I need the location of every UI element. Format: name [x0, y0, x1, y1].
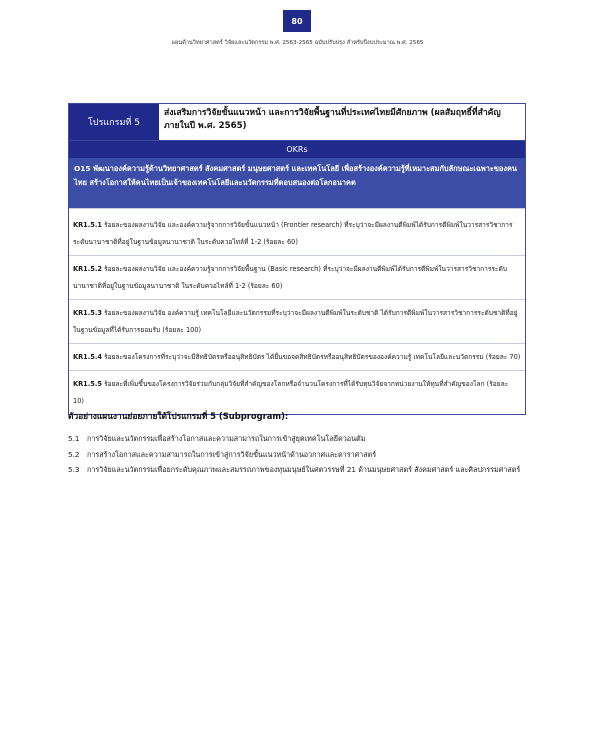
subprogram-text: การสร้างโอกาสและความสามารถในการเข้าสู่การวิจัยขั้นแนวหน้าด้านอวกาศและดาราศาสตร์: [87, 449, 377, 459]
subprogram-number: 5.2: [68, 449, 80, 459]
subprogram-item: [68, 447, 538, 463]
key-result-code: KR1.5.1: [73, 221, 102, 229]
key-result-text: ร้อยละที่เพิ่มขึ้นของโครงการวิจัยร่วมกับกลุ่มวิจัยที่สำคัญของโลกหรือจำนวนโครงการที่ได้รับทุนวิจัยจากหน่วยงานให้ทุนที่สำคัญของโลก (ร้อยละ 10): [73, 380, 509, 405]
key-result-text: ร้อยละของผลงานวิจัย และองค์ความรู้จากการวิจัยขั้นแนวหน้า (Frontier research) ที่ระบุว่าจะมีผลงานตีพิมพ์ได้รับการตีพิมพ์ในวารสารวิชาการระดับนานาชาติที่อยู่ในฐานข้อมูลนานาชาติ ในระดับควอไทล์ที่ 1-2 (ร้อยละ 60): [73, 221, 513, 246]
key-result-row: [69, 370, 525, 414]
subprogram-list: [68, 431, 538, 478]
page-number-badge: 80: [283, 10, 311, 32]
key-result-text: ร้อยละของโครงการที่ระบุว่าจะมีสิทธิบัตรหรืออนุสิทธิบัตร ได้ยื่นขอจดสิทธิบัตรหรืออนุสิทธิบัตรขององค์ความรู้ เทคโนโลยีและนวัตกรรม (ร้อยละ 70): [101, 353, 521, 361]
subprogram-text: การวิจัยและนวัตกรรมเพื่อสร้างโอกาสและความสามารถในการเข้าสู่ยุคเทคโนโลยีควอนตัม: [87, 434, 366, 443]
key-result-row: [69, 208, 525, 255]
running-header: แผนด้านวิทยาศาสตร์ วิจัยและนวัตกรรม พ.ศ. 2563-2565 ฉบับปรับปรุง สำหรับปีงบประมาณ พ.ศ. 2565: [171, 40, 424, 46]
key-result-row: [69, 343, 525, 370]
key-result-code: KR1.5.3: [73, 309, 102, 317]
objective-o15: O15 พัฒนาองค์ความรู้ด้านวิทยาศาสตร์ สังคมศาสตร์ มนุษยศาสตร์ และเทคโนโลยี เพื่อสร้างองค์ความรู้ที่เหมาะสมกับลักษณะเฉพาะของคนไทย สร้างโอกาสให้คนไทยเป็นเจ้าของเทคโนโลยีและนวัตกรรมที่ตอบสนองต่อโลกอนาคต: [69, 158, 525, 208]
key-result-row: [69, 255, 525, 299]
subprogram-item: [68, 462, 538, 478]
program-table: [68, 103, 526, 415]
subprogram-number: 5.3: [68, 465, 80, 474]
key-result-code: KR1.5.4: [73, 353, 102, 361]
key-result-text: ร้อยละของผลงานวิจัย และองค์ความรู้จากการวิจัยพื้นฐาน (Basic research) ที่ระบุว่าจะมีผลงานตีพิมพ์ได้รับการตีพิมพ์ในวารสารวิชาการระดับนานาชาติที่อยู่ในฐานข้อมูลนานาชาติ ในระดับควอไทล์ที่ 1-2 (ร้อยละ 60): [73, 265, 507, 290]
subprogram-heading: ตัวอย่างแผนงานย่อยภายใต้โปรแกรมที่ 5 (Subprogram):: [68, 411, 289, 421]
program-title: ส่งเสริมการวิจัยขั้นแนวหน้า และการวิจัยพื้นฐานที่ประเทศไทยมีศักยภาพ (ผลสัมฤทธิ์ที่สำคัญภายในปี พ.ศ. 2565): [164, 108, 501, 131]
key-result-text: ร้อยละของผลงานวิจัย องค์ความรู้ เทคโนโลยีและนวัตกรรมที่ระบุว่าจะมีผลงานตีพิมพ์ในระดับชาติ ได้รับการตีพิมพ์ในวารสารวิชาการระดับชาติที่อยู่ในฐานข้อมูลที่ได้รับการยอมรับ (ร้อยละ 100): [73, 309, 518, 334]
subprogram-text: การวิจัยและนวัตกรรมเพื่อยกระดับคุณภาพและสมรรถภาพของทุนมนุษย์ในศตวรรษที่ 21 ด้านมนุษยศาสตร์ สังคมศาสตร์ และศิลปกรรมศาสตร์: [87, 465, 521, 474]
okrs-header: OKRs: [69, 141, 525, 158]
key-result-row: [69, 299, 525, 343]
key-result-code: KR1.5.2: [73, 265, 102, 273]
program-label: โปรแกรมที่ 5: [69, 104, 159, 140]
subprogram-number: 5.1: [68, 434, 80, 443]
subprogram-item: [68, 431, 538, 447]
program-row: [69, 104, 525, 141]
key-result-code: KR1.5.5: [73, 380, 102, 388]
